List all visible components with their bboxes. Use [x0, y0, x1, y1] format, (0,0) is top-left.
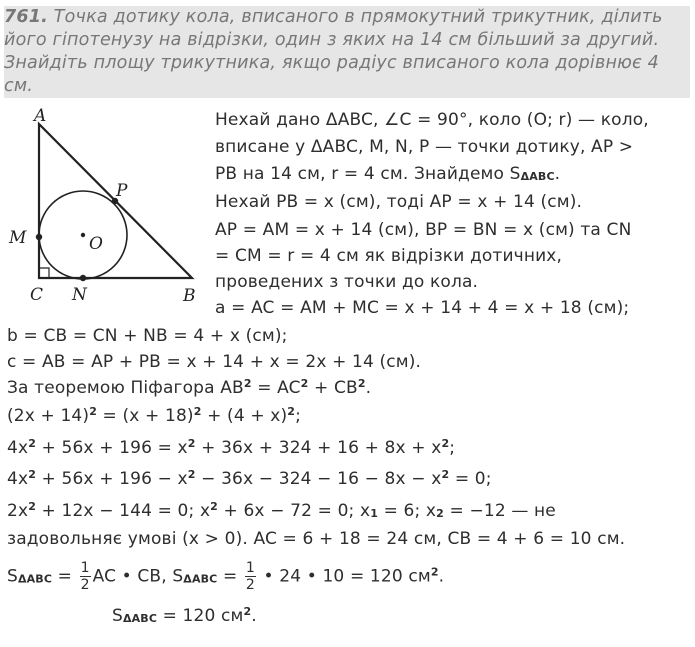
exponent: 2	[357, 377, 366, 390]
solution-line-9: b = CB = CN + NB = 4 + x (см);	[7, 326, 288, 346]
text: ;	[295, 406, 301, 426]
exponent: 2	[28, 468, 36, 481]
text: 4x	[7, 438, 29, 458]
text: .	[438, 566, 445, 587]
subscript: ΔABC	[520, 170, 555, 183]
triangle-figure	[0, 104, 210, 304]
solution-line-10: c = AB = AP + PB = x + 14 + x = 2x + 14 (см).	[7, 352, 422, 372]
fraction-numerator: 1	[80, 560, 90, 576]
solution-line-2: вписане у ΔABC, M, N, P — точки дотику, AP >	[215, 137, 634, 157]
label-a: A	[34, 106, 47, 126]
solution-line-15	[7, 501, 556, 521]
subscript: 1	[370, 507, 379, 520]
text: = (x + 18)	[97, 406, 194, 426]
text: = AC	[251, 378, 301, 398]
exponent: 2	[300, 377, 309, 390]
exponent: 2	[28, 437, 36, 450]
text: PB на 14 см, r = 4 см. Знайдемо S	[215, 164, 521, 184]
text: S	[112, 606, 123, 626]
solution-line-6: = CM = r = 4 см як відрізки дотичних,	[215, 246, 563, 266]
point-m	[36, 234, 42, 240]
text: + 12x − 144 = 0; x	[36, 501, 211, 521]
solution-line-16: задовольняє умові (x > 0). AC = 6 + 18 = 24 см, CB = 4 + 6 = 10 см.	[7, 529, 626, 549]
text: AC • CB, S	[92, 566, 184, 587]
exponent: 2	[187, 437, 196, 450]
problem-text-1: Точка дотику кола, вписаного в прямокутний трикутник, ділить	[53, 7, 663, 27]
label-c: C	[30, 285, 44, 304]
exponent: 2	[210, 500, 218, 513]
text: = −12 — не	[443, 501, 556, 521]
text: = 6; x	[378, 501, 437, 521]
subscript: ΔABC	[122, 612, 158, 625]
fraction	[245, 560, 256, 593]
text: + 56x + 196 − x	[36, 469, 188, 489]
problem-line-4: см.	[4, 76, 33, 96]
solution-line-18	[112, 606, 257, 626]
solution-line-8: a = AC = AM + MC = x + 14 + 4 = x + 18 (см);	[215, 298, 630, 318]
text: .	[554, 164, 561, 184]
text: + CB	[308, 378, 358, 398]
label-b: B	[183, 286, 196, 304]
problem-line-1	[4, 6, 690, 29]
point-n	[80, 275, 86, 281]
solution-line-5: AP = AM = x + 14 (см), BP = BN = x (см) та CN	[215, 220, 632, 240]
exponent: 2	[28, 500, 36, 513]
label-m: M	[9, 228, 27, 248]
text: (2x + 14)	[7, 406, 90, 426]
text: =	[52, 566, 78, 587]
exponent: 2	[287, 405, 296, 418]
exponent: 2	[187, 468, 196, 481]
fraction-denominator: 2	[80, 577, 90, 593]
text: .	[365, 378, 372, 398]
solution-line-13	[7, 438, 455, 458]
solution-line-17	[7, 560, 444, 593]
solution-line-11	[7, 378, 371, 398]
solution-line-1: Нехай дано ΔABC, ∠C = 90°, коло (O; r) — коло,	[215, 110, 649, 130]
label-n: N	[72, 285, 87, 304]
label-p: P	[116, 181, 128, 201]
problem-number: 761.	[4, 7, 48, 27]
text: = 120 см	[157, 606, 244, 626]
text: 2x	[7, 501, 29, 521]
exponent: 2	[441, 437, 450, 450]
text: =	[217, 566, 243, 587]
text: ;	[449, 438, 456, 458]
text: + 6x − 72 = 0; x	[217, 501, 371, 521]
text: • 24 • 10 = 120 см	[257, 566, 431, 587]
text: + (4 + x)	[201, 406, 288, 426]
fraction-denominator: 2	[245, 577, 255, 593]
solution-line-7: проведених з точки до кола.	[215, 272, 479, 292]
exponent: 2	[430, 565, 439, 579]
right-angle-mark	[39, 268, 49, 278]
subscript: 2	[436, 507, 444, 520]
fraction	[80, 560, 91, 593]
exponent: 2	[89, 405, 97, 418]
exponent: 2	[193, 405, 202, 418]
text: − 36x − 324 − 16 − 8x − x	[195, 469, 442, 489]
text: + 56x + 196 = x	[36, 438, 188, 458]
fraction-numerator: 1	[245, 560, 255, 576]
text: За теоремою Піфагора AB	[7, 378, 244, 398]
solution-line-4: Нехай PB = x (см), тоді AP = x + 14 (см).	[215, 192, 583, 212]
point-o	[81, 233, 85, 237]
text: = 0;	[449, 469, 492, 489]
label-o: O	[89, 234, 103, 254]
text: 4x	[7, 469, 29, 489]
subscript: ΔABC	[17, 572, 53, 586]
solution-line-3	[215, 164, 560, 184]
text: + 36x + 324 + 16 + 8x + x	[195, 438, 442, 458]
text: S	[7, 566, 18, 587]
exponent: 2	[243, 377, 252, 390]
text: .	[251, 606, 257, 626]
solution-line-12	[7, 406, 301, 426]
problem-line-3: Знайдіть площу трикутника, якщо радіус вписаного кола дорівнює 4	[4, 53, 659, 73]
subscript: ΔABC	[183, 572, 218, 586]
exponent: 2	[243, 605, 252, 618]
problem-line-2: його гіпотенузу на відрізки, один з яких на 14 см більший за другий.	[4, 30, 660, 50]
exponent: 2	[441, 468, 450, 481]
solution-line-14	[7, 469, 492, 489]
problem-statement	[4, 6, 690, 98]
